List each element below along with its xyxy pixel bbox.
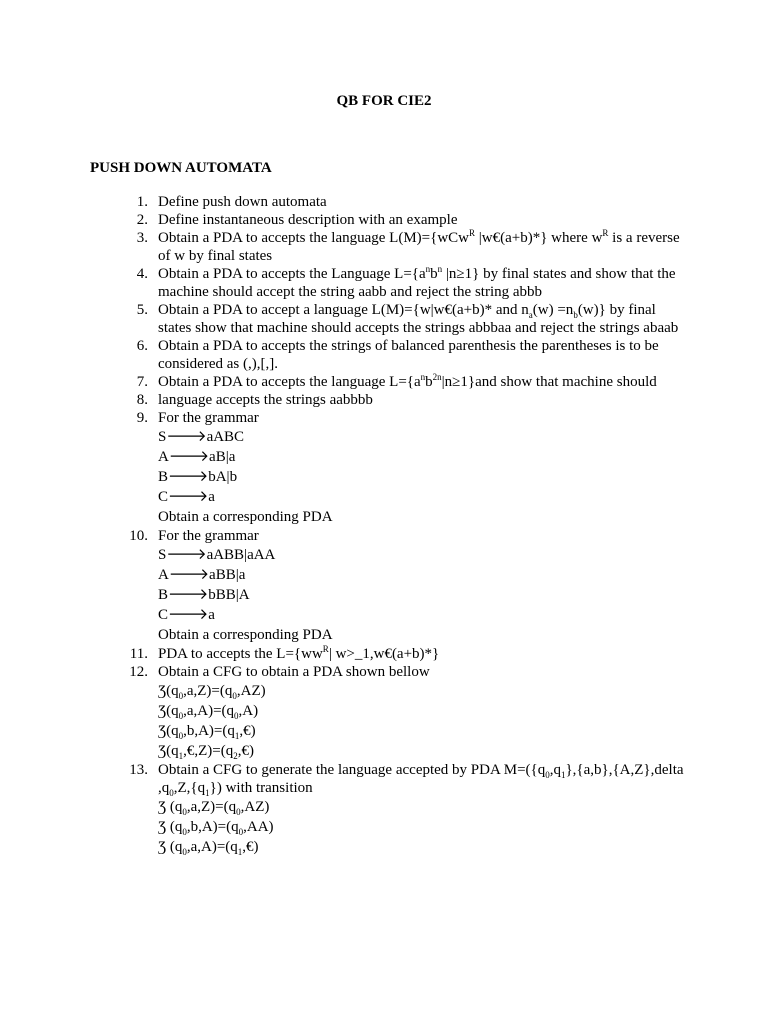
question-subline: Obtain a corresponding PDA xyxy=(158,627,333,643)
question-subline: $Ʒ(q_0,b,A)=(q_1,€)$ xyxy=(158,723,256,741)
question-text: Define push down automata xyxy=(158,194,327,210)
question-subline: $Ʒ(q_0,a,Z)=(q_0,AZ)$ xyxy=(158,683,266,701)
question-item xyxy=(120,645,690,663)
question-text: Obtain a PDA to accept a language L(M)={w|w€(a+b)* and $n_a(w) =n_b(w)$} by final states show that machine should accepts the strings abbbaa and reject the strings abaab xyxy=(158,302,679,336)
question-text: language accepts the strings aabbbb xyxy=(158,392,373,408)
question-number: 8. xyxy=(136,392,148,408)
question-subline: Obtain a corresponding PDA xyxy=(158,509,333,525)
question-subline: S🡒aABB|aAA xyxy=(158,547,276,563)
question-number: 9. xyxy=(136,410,148,426)
question-number: 5. xyxy=(136,302,148,318)
question-item xyxy=(120,337,690,373)
question-number: 12. xyxy=(129,664,148,680)
question-text: Obtain a CFG to obtain a PDA shown bellow xyxy=(158,664,430,680)
question-item xyxy=(120,301,690,337)
question-item xyxy=(120,761,690,857)
question-text: Obtain a PDA to accepts the language $L=\{a^nb^{2n}|n\ge 1\}and$ show that machine should xyxy=(158,372,657,390)
question-list xyxy=(120,193,690,857)
question-item xyxy=(120,527,690,645)
question-item xyxy=(120,663,690,761)
question-number: 7. xyxy=(136,374,148,390)
question-item xyxy=(120,193,690,211)
question-number: 4. xyxy=(136,266,148,282)
question-subline: Ʒ $(q_0,a,A)=(q_1,€)$ xyxy=(158,839,259,857)
question-text: For the grammar xyxy=(158,528,259,544)
question-subline: C🡒a xyxy=(158,489,215,505)
question-text: PDA to accepts the $L=\{ww^R|$ w>_1,w€(a+b)*} xyxy=(158,644,440,662)
question-number: 10. xyxy=(129,528,148,544)
question-subline: Ʒ $(q_0,b,A)=(q_0,AA)$ xyxy=(158,819,274,837)
question-number: 3. xyxy=(136,230,148,246)
question-number: 13. xyxy=(129,762,148,778)
question-subline: C🡒a xyxy=(158,607,215,623)
question-number: 6. xyxy=(136,338,148,354)
question-number: 1. xyxy=(136,194,148,210)
question-number: 11. xyxy=(129,646,148,662)
question-text: Obtain a PDA to accepts the language L(M)={wCw$^R$ |w€(a+b)*} where $w^R$ is a reverse of w by final states xyxy=(158,228,680,264)
question-text: Obtain a CFG to generate the language accepted by PDA $M=(\{q_0,q_1\},\{a,b\},\{A,Z\},delta$ $,q_0,Z,\{q_1\}$) with transition xyxy=(158,762,684,798)
question-item xyxy=(120,373,690,391)
question-subline: B🡒bA|b xyxy=(158,469,238,485)
question-subline: A🡒aB|a xyxy=(158,449,236,465)
question-item xyxy=(120,409,690,527)
document-title: QB FOR CIE2 xyxy=(336,93,432,109)
question-subline: B🡒bBB|A xyxy=(158,587,250,603)
question-item xyxy=(120,229,690,265)
question-text: Obtain a PDA to accepts the strings of balanced parenthesis the parentheses is to be considered as (,),[,]. xyxy=(158,338,659,372)
question-subline: S🡒aABC xyxy=(158,429,245,445)
question-text: Obtain a PDA to accepts the Language $L=\{a^nb^n$ |n≥1} by final states and show that the machine should accept the string aabb and reject the string abbb xyxy=(158,264,676,300)
question-item xyxy=(120,391,690,409)
question-number: 2. xyxy=(136,212,148,228)
question-text: Define instantaneous description with an example xyxy=(158,212,458,228)
question-subline: $Ʒ(q_1,€,Z)=(q_2,€)$ xyxy=(158,743,254,761)
question-subline: A🡒aBB|a xyxy=(158,567,246,583)
section-heading: PUSH DOWN AUTOMATA xyxy=(90,160,272,176)
question-text: For the grammar xyxy=(158,410,259,426)
question-item xyxy=(120,265,690,301)
question-subline: $Ʒ(q_0,a,A)=(q_0,A)$ xyxy=(158,703,259,721)
question-item xyxy=(120,211,690,229)
question-subline: Ʒ $(q_0,a,Z)=(q_0,AZ)$ xyxy=(158,799,270,817)
